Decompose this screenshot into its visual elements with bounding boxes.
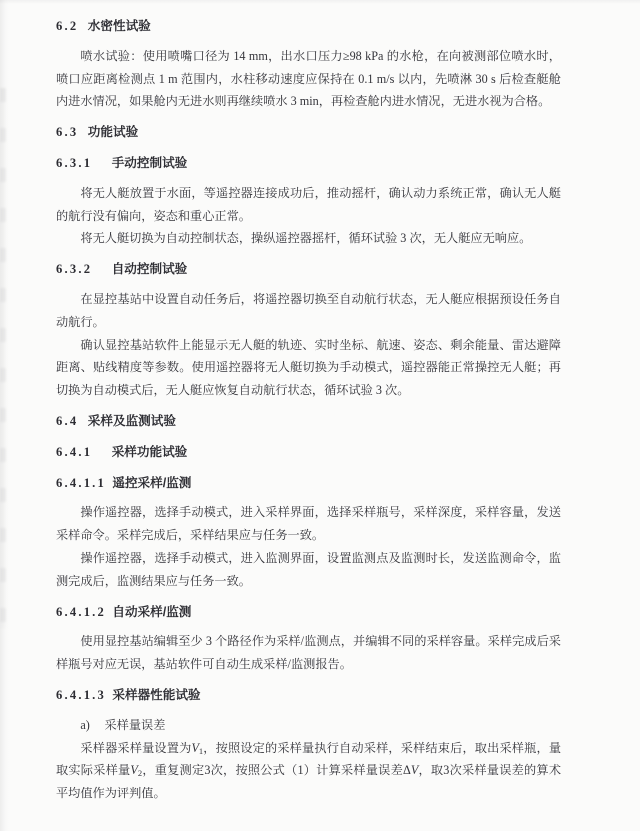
paragraph: 操作遥控器，选择手动模式，进入采样界面，选择采样瓶号，采样深度，采样容量，发送采样命令。采样完成后，采样结果应与任务一致。 <box>56 505 561 543</box>
section-number: 6.4.1.3 <box>56 687 107 702</box>
section-number: 6.4.1.2 <box>56 604 107 619</box>
section-heading <box>56 258 561 281</box>
section-number: 6.4.1.1 <box>56 475 107 490</box>
section-title: 遥控采样/监测 <box>112 475 192 490</box>
section-title: 采样功能试验 <box>111 444 188 459</box>
section-number: 6.2 <box>56 19 79 33</box>
section-title: 功能试验 <box>87 125 139 140</box>
paragraph: 使用显控基站编辑至少 3 个路径作为采样/监测点，并编辑不同的采样容量。采样完成后采样瓶号对应无误，基站软件可自动生成采样/监测报告。 <box>56 634 561 672</box>
subscript: 2 <box>137 768 143 779</box>
paragraph-with-formula-symbols <box>56 737 561 805</box>
paragraph: 将无人艇切换为自动控制状态，操纵遥控器摇杆，循环试验 3 次，无人艇应无响应。 <box>80 231 532 246</box>
variable-symbol: V <box>191 740 199 755</box>
list-item-text: 采样量误差 <box>104 717 166 732</box>
section-heading <box>56 601 561 624</box>
section-heading <box>56 441 561 464</box>
paragraph: 在显控基站中设置自动任务后，将遥控器切换至自动航行状态，无人艇应根据预设任务自动航行。 <box>56 291 561 329</box>
text-run: ，重复测定3次，按照公式（1）计算采样量误差Δ <box>142 763 411 778</box>
text-run: 采样器采样量设置为 <box>80 740 192 755</box>
list-item <box>56 714 561 737</box>
section-heading <box>56 15 561 38</box>
paragraph: 确认显控基站软件上能显示无人艇的轨迹、实时坐标、航速、姿态、剩余能量、雷达避障距离、贴线精度等参数。使用遥控器将无人艇切换为手动模式，遥控器能正常操控无人艇；再切换为自动模式后，无人艇应恢复自动航行状态，循环试验 3 次。 <box>56 337 561 398</box>
section-heading <box>56 152 561 175</box>
variable-symbol: V <box>130 763 138 778</box>
section-title: 采样及监测试验 <box>87 413 176 428</box>
section-number: 6.4.1 <box>56 444 93 459</box>
section-number: 6.3 <box>56 125 79 140</box>
section-title: 手动控制试验 <box>111 155 188 170</box>
list-item-label: a) <box>80 717 90 732</box>
section-number: 6.3.2 <box>56 262 93 277</box>
section-number: 6.3.1 <box>56 155 93 170</box>
section-heading <box>56 472 561 495</box>
paragraph: 操作遥控器，选择手动模式，进入监测界面，设置监测点及监测时长，发送监测命令，监测完成后，监测结果应与任务一致。 <box>56 550 561 588</box>
variable-symbol: V <box>410 763 419 778</box>
paragraph: 将无人艇放置于水面，等遥控器连接成功后，推动摇杆，确认动力系统正常，确认无人艇的航行没有偏向，姿态和重心正常。 <box>56 185 561 223</box>
section-heading <box>56 121 561 144</box>
section-heading <box>56 684 561 707</box>
section-title: 自动控制试验 <box>111 262 188 277</box>
section-title: 采样器性能试验 <box>112 687 201 702</box>
section-heading <box>56 410 561 433</box>
text-run: ，按照设定的采样量执行自动采样，采样结束后，取出采样瓶，量取实际采样量 <box>56 740 562 778</box>
subscript: 1 <box>198 745 204 756</box>
section-title: 水密性试验 <box>87 19 151 33</box>
paragraph: 喷水试验：使用喷嘴口径为 14 mm，出水口压力≥98 kPa 的水枪，在向被测部位喷水时，喷口应距离检测点 1 m 范围内，水柱移动速度应保持在 0.1 m/s 以内，先喷淋 30 s 后检查艇舱内进水情况，如果舱内无进水则再继续喷水 3 min，再检查舱内进水情况，无进水视为合格。 <box>56 48 561 109</box>
text-run: ，取3次采样量误差的算术平均值作为评判值。 <box>56 763 562 801</box>
section-title: 自动采样/监测 <box>112 604 192 619</box>
section-number: 6.4 <box>56 413 79 428</box>
